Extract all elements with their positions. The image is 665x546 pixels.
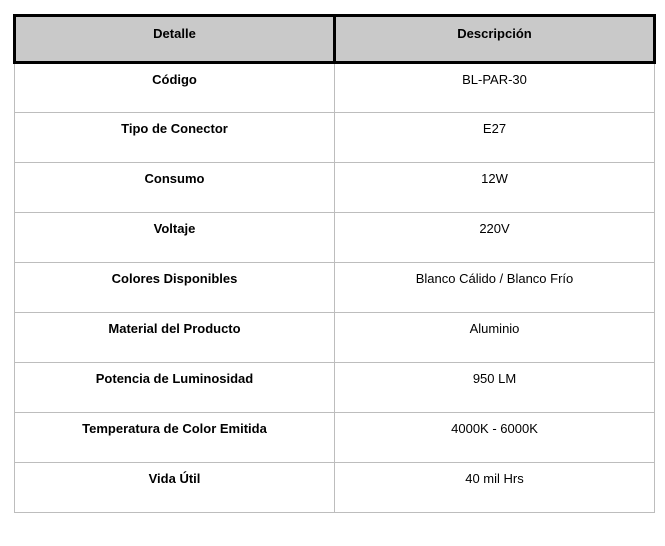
table-header — [15, 16, 655, 63]
row-label: Código — [15, 63, 335, 113]
table-row — [15, 463, 655, 513]
row-label: Consumo — [15, 163, 335, 213]
header-detalle: Detalle — [15, 16, 335, 63]
row-label: Voltaje — [15, 213, 335, 263]
row-value: Aluminio — [335, 313, 655, 363]
row-label: Tipo de Conector — [15, 113, 335, 163]
row-value: 950 LM — [335, 363, 655, 413]
row-value: BL-PAR-30 — [335, 63, 655, 113]
table-row — [15, 413, 655, 463]
row-value: 12W — [335, 163, 655, 213]
row-label: Colores Disponibles — [15, 263, 335, 313]
row-value: 220V — [335, 213, 655, 263]
table-body — [15, 63, 655, 513]
table-row — [15, 363, 655, 413]
table-row — [15, 313, 655, 363]
header-descripcion: Descripción — [335, 16, 655, 63]
row-value: E27 — [335, 113, 655, 163]
table-row — [15, 113, 655, 163]
row-label: Potencia de Luminosidad — [15, 363, 335, 413]
table-row — [15, 163, 655, 213]
row-value: Blanco Cálido / Blanco Frío — [335, 263, 655, 313]
row-value: 40 mil Hrs — [335, 463, 655, 513]
row-label: Material del Producto — [15, 313, 335, 363]
header-row — [15, 16, 655, 63]
table-row — [15, 263, 655, 313]
table-row — [15, 63, 655, 113]
row-value: 4000K - 6000K — [335, 413, 655, 463]
row-label: Temperatura de Color Emitida — [15, 413, 335, 463]
table-row — [15, 213, 655, 263]
row-label: Vida Útil — [15, 463, 335, 513]
spec-table — [13, 14, 656, 513]
